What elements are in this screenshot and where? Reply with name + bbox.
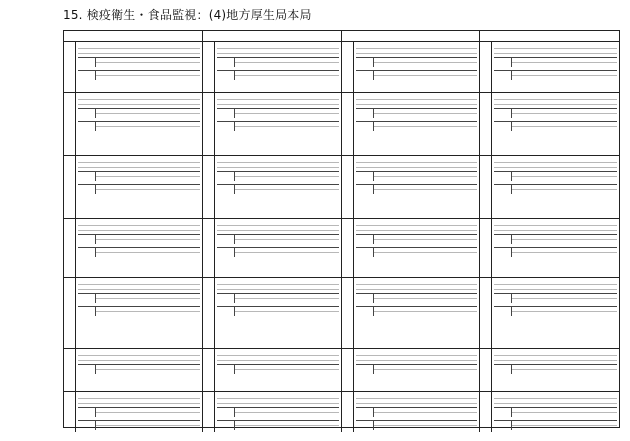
sub-item	[78, 57, 200, 67]
column-header	[342, 31, 480, 42]
sub-item-label	[78, 185, 96, 194]
page-title: 15. 検疫衛生・食品監視：(4)地方厚生局本局	[63, 8, 312, 22]
sub-item-text	[512, 58, 617, 67]
row-body	[354, 93, 480, 155]
sub-item-text	[96, 408, 200, 417]
table-row	[203, 156, 341, 219]
sub-item-label	[217, 235, 235, 244]
row-body	[354, 42, 480, 92]
row-category-label	[64, 42, 76, 92]
sub-item-label	[494, 307, 512, 316]
task-description	[356, 44, 478, 54]
sub-item-text	[374, 235, 478, 244]
table-row	[203, 392, 341, 432]
table-row	[480, 349, 619, 392]
sub-item-text	[374, 408, 478, 417]
sub-item-label	[217, 172, 235, 181]
row-category-label	[480, 349, 492, 391]
row-body	[492, 349, 619, 391]
sub-item-label	[217, 185, 235, 194]
row-category-label	[480, 93, 492, 155]
row-category-label	[64, 93, 76, 155]
task-description	[494, 221, 617, 231]
sub-item-label	[356, 122, 374, 131]
sub-item-text	[235, 109, 339, 118]
sub-item-text	[374, 185, 478, 194]
sub-item	[78, 407, 200, 417]
sub-item-text	[512, 248, 617, 257]
sub-item	[356, 70, 478, 80]
row-category-label	[342, 156, 354, 218]
sub-item-text	[374, 122, 478, 131]
sub-item-label	[217, 122, 235, 131]
task-description	[494, 394, 617, 404]
sub-item-text	[512, 365, 617, 374]
sub-item-text	[235, 408, 339, 417]
sub-item	[494, 57, 617, 67]
table-row	[64, 349, 202, 392]
task-description	[78, 394, 200, 404]
sub-item	[217, 184, 339, 194]
sub-item-text	[96, 235, 200, 244]
row-body	[492, 219, 619, 277]
sub-item-text	[235, 294, 339, 303]
sub-item-text	[235, 58, 339, 67]
sub-item-label	[494, 294, 512, 303]
row-body	[492, 93, 619, 155]
sub-item-text	[96, 172, 200, 181]
sub-item	[217, 171, 339, 181]
sub-item-text	[96, 122, 200, 131]
row-body	[76, 156, 202, 218]
sub-item-label	[78, 248, 96, 257]
row-body	[76, 93, 202, 155]
task-description	[494, 280, 617, 290]
sub-item-text	[374, 421, 478, 430]
table-row	[480, 156, 619, 219]
sub-item-text	[235, 122, 339, 131]
sub-item-label	[494, 408, 512, 417]
table-row	[203, 93, 341, 156]
row-category-label	[480, 219, 492, 277]
sub-item	[494, 184, 617, 194]
sub-item-label	[494, 122, 512, 131]
task-description	[356, 221, 478, 231]
sub-item	[356, 234, 478, 244]
sub-item-text	[512, 294, 617, 303]
sub-item	[78, 420, 200, 430]
sub-item	[356, 171, 478, 181]
table-row	[342, 42, 480, 93]
sub-item	[356, 108, 478, 118]
sub-item	[356, 121, 478, 131]
table-row	[342, 156, 480, 219]
row-category-label	[342, 219, 354, 277]
row-category-label	[203, 219, 215, 277]
sub-item	[356, 293, 478, 303]
table-row	[64, 156, 202, 219]
sub-item	[217, 247, 339, 257]
sub-item	[78, 121, 200, 131]
sub-item-text	[512, 109, 617, 118]
row-body	[76, 42, 202, 92]
sub-item	[494, 171, 617, 181]
sub-item-label	[217, 307, 235, 316]
sub-item-text	[96, 71, 200, 80]
row-category-label	[64, 219, 76, 277]
sub-item	[494, 293, 617, 303]
row-body	[354, 219, 480, 277]
task-description	[217, 351, 339, 361]
row-category-label	[342, 42, 354, 92]
table-row	[342, 392, 480, 432]
row-body	[76, 278, 202, 348]
table-row	[480, 93, 619, 156]
sub-item-label	[356, 421, 374, 430]
sub-item	[78, 184, 200, 194]
task-description	[356, 280, 478, 290]
sub-item-label	[356, 408, 374, 417]
sub-item-text	[235, 248, 339, 257]
table-row	[480, 42, 619, 93]
sub-item-label	[494, 185, 512, 194]
sub-item	[494, 364, 617, 374]
row-body	[215, 392, 341, 432]
row-body	[215, 278, 341, 348]
row-category-label	[480, 42, 492, 92]
task-description	[78, 44, 200, 54]
sub-item-label	[494, 109, 512, 118]
sub-item-label	[356, 71, 374, 80]
sub-item-label	[78, 307, 96, 316]
sub-item-text	[235, 307, 339, 316]
sub-item-text	[235, 71, 339, 80]
sub-item	[217, 420, 339, 430]
sub-item	[78, 108, 200, 118]
sub-item	[217, 364, 339, 374]
sub-item	[494, 247, 617, 257]
sub-item	[78, 293, 200, 303]
sub-item-text	[512, 307, 617, 316]
task-description	[356, 158, 478, 168]
row-body	[76, 349, 202, 391]
task-description	[217, 221, 339, 231]
sub-item	[494, 121, 617, 131]
sub-item-label	[356, 365, 374, 374]
sub-item	[356, 184, 478, 194]
row-body	[76, 219, 202, 277]
sub-item-text	[96, 307, 200, 316]
sub-item	[356, 364, 478, 374]
row-category-label	[480, 392, 492, 432]
table-row	[203, 349, 341, 392]
row-body	[492, 42, 619, 92]
table-row	[64, 42, 202, 93]
sub-item-text	[96, 421, 200, 430]
task-description	[78, 221, 200, 231]
row-category-label	[64, 392, 76, 432]
row-body	[215, 42, 341, 92]
table-row	[64, 278, 202, 349]
sub-item-text	[374, 307, 478, 316]
sub-item-label	[217, 294, 235, 303]
task-description	[78, 95, 200, 105]
table-row	[203, 42, 341, 93]
sub-item-text	[512, 122, 617, 131]
table-column	[203, 31, 342, 432]
sub-item-text	[96, 58, 200, 67]
sub-item-text	[374, 365, 478, 374]
sub-item-text	[374, 71, 478, 80]
row-category-label	[203, 278, 215, 348]
row-body	[215, 156, 341, 218]
table-row	[342, 349, 480, 392]
task-description	[217, 44, 339, 54]
sub-item	[494, 407, 617, 417]
sub-item-text	[374, 172, 478, 181]
row-category-label	[64, 156, 76, 218]
row-body	[492, 156, 619, 218]
task-description	[494, 158, 617, 168]
sub-item-label	[78, 122, 96, 131]
row-category-label	[64, 278, 76, 348]
row-category-label	[480, 156, 492, 218]
table-row	[203, 278, 341, 349]
row-category-label	[203, 156, 215, 218]
task-description	[78, 280, 200, 290]
sub-item-label	[78, 365, 96, 374]
column-header	[64, 31, 202, 42]
row-category-label	[203, 42, 215, 92]
table-column	[342, 31, 481, 432]
table-row	[480, 219, 619, 278]
table-row	[342, 278, 480, 349]
sub-item	[356, 420, 478, 430]
sub-item	[78, 70, 200, 80]
table-column	[480, 31, 619, 432]
row-category-label	[203, 93, 215, 155]
column-header	[203, 31, 341, 42]
sub-item	[78, 171, 200, 181]
row-category-label	[342, 392, 354, 432]
sub-item-text	[96, 248, 200, 257]
sub-item	[494, 108, 617, 118]
table-row	[480, 392, 619, 432]
sub-item-text	[512, 172, 617, 181]
sub-item-text	[235, 421, 339, 430]
sub-item-label	[78, 294, 96, 303]
sub-item-text	[96, 294, 200, 303]
task-description	[217, 158, 339, 168]
task-description	[78, 351, 200, 361]
row-category-label	[342, 93, 354, 155]
sub-item-text	[235, 185, 339, 194]
sub-item-label	[217, 71, 235, 80]
sub-item	[494, 70, 617, 80]
sub-item-label	[356, 58, 374, 67]
table-row	[64, 219, 202, 278]
sub-item	[78, 247, 200, 257]
sub-item-text	[512, 408, 617, 417]
sub-item-label	[494, 365, 512, 374]
task-description	[494, 95, 617, 105]
sub-item-label	[494, 172, 512, 181]
row-category-label	[203, 349, 215, 391]
row-category-label	[203, 392, 215, 432]
sub-item-label	[494, 421, 512, 430]
sub-item-text	[374, 248, 478, 257]
row-category-label	[342, 278, 354, 348]
sub-item-label	[356, 294, 374, 303]
sub-item-label	[217, 408, 235, 417]
table-row	[342, 93, 480, 156]
sub-item-text	[235, 235, 339, 244]
sub-item-label	[78, 172, 96, 181]
column-header	[480, 31, 619, 42]
sub-item-label	[78, 235, 96, 244]
sub-item-label	[217, 109, 235, 118]
document-table	[63, 30, 620, 428]
row-body	[215, 93, 341, 155]
table-row	[203, 219, 341, 278]
sub-item-text	[512, 71, 617, 80]
sub-item-label	[356, 235, 374, 244]
task-description	[356, 95, 478, 105]
sub-item-label	[494, 235, 512, 244]
sub-item	[494, 234, 617, 244]
sub-item-label	[217, 58, 235, 67]
table-row	[480, 278, 619, 349]
sub-item	[78, 364, 200, 374]
row-category-label	[342, 349, 354, 391]
task-description	[217, 95, 339, 105]
sub-item-label	[356, 307, 374, 316]
sub-item-text	[96, 365, 200, 374]
task-description	[217, 394, 339, 404]
row-body	[354, 156, 480, 218]
row-category-label	[64, 349, 76, 391]
sub-item-text	[235, 172, 339, 181]
row-body	[354, 278, 480, 348]
sub-item	[217, 234, 339, 244]
sub-item-text	[235, 365, 339, 374]
row-body	[215, 219, 341, 277]
sub-item-label	[356, 185, 374, 194]
sub-item-label	[78, 58, 96, 67]
sub-item-label	[356, 248, 374, 257]
sub-item-label	[78, 71, 96, 80]
sub-item	[356, 247, 478, 257]
sub-item-label	[494, 58, 512, 67]
sub-item	[356, 306, 478, 316]
row-body	[492, 392, 619, 432]
sub-item	[217, 70, 339, 80]
row-body	[215, 349, 341, 391]
sub-item-text	[96, 185, 200, 194]
row-body	[354, 392, 480, 432]
row-body	[76, 392, 202, 432]
sub-item-label	[78, 408, 96, 417]
sub-item-text	[374, 58, 478, 67]
sub-item-label	[217, 248, 235, 257]
sub-item-label	[217, 365, 235, 374]
sub-item	[356, 57, 478, 67]
sub-item-text	[512, 421, 617, 430]
sub-item-label	[217, 421, 235, 430]
sub-item	[494, 420, 617, 430]
sub-item	[217, 293, 339, 303]
task-description	[356, 394, 478, 404]
sub-item-text	[512, 235, 617, 244]
sub-item-label	[356, 109, 374, 118]
sub-item-label	[78, 109, 96, 118]
sub-item	[78, 306, 200, 316]
sub-item-text	[374, 294, 478, 303]
row-body	[354, 349, 480, 391]
sub-item	[217, 108, 339, 118]
sub-item	[217, 121, 339, 131]
sub-item	[217, 306, 339, 316]
row-body	[492, 278, 619, 348]
sub-item	[78, 234, 200, 244]
sub-item-text	[374, 109, 478, 118]
sub-item	[217, 57, 339, 67]
sub-item-text	[512, 185, 617, 194]
table-row	[64, 93, 202, 156]
table-row	[64, 392, 202, 432]
sub-item-text	[96, 109, 200, 118]
task-description	[356, 351, 478, 361]
sub-item-label	[494, 71, 512, 80]
task-description	[494, 44, 617, 54]
sub-item	[217, 407, 339, 417]
table-column	[64, 31, 203, 432]
task-description	[217, 280, 339, 290]
sub-item-label	[494, 248, 512, 257]
sub-item-label	[356, 172, 374, 181]
sub-item	[356, 407, 478, 417]
row-category-label	[480, 278, 492, 348]
sub-item-label	[78, 421, 96, 430]
sub-item	[494, 306, 617, 316]
task-description	[494, 351, 617, 361]
table-row	[342, 219, 480, 278]
task-description	[78, 158, 200, 168]
